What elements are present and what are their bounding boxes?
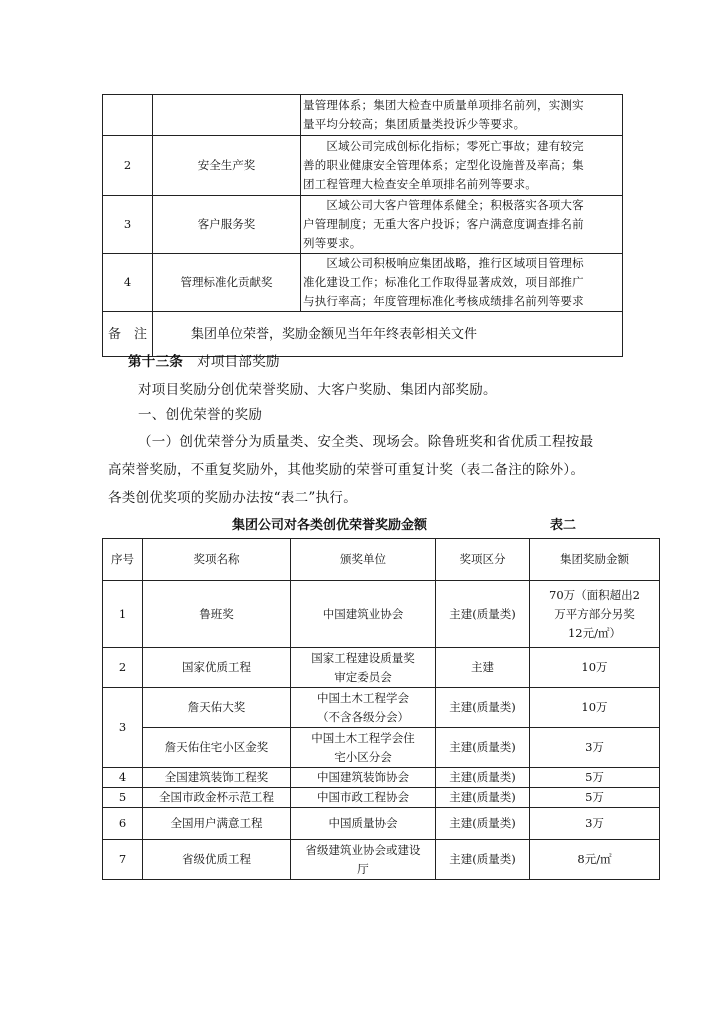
amount: 5万 (530, 768, 660, 788)
table-row (103, 728, 660, 768)
paragraph: 高荣誉奖励，不重复奖励外，其他奖励的荣誉可重复计奖（表二备注的除外）。 (108, 462, 585, 478)
award-name: 全国市政金杯示范工程 (143, 788, 291, 808)
category: 主建(质量类) (436, 808, 530, 840)
award-name: 全国用户满意工程 (143, 808, 291, 840)
award-criteria-table (102, 94, 623, 357)
paragraph: 对项目奖励分创优荣誉奖励、大客户奖励、集团内部奖励。 (138, 382, 497, 398)
amount: 8元/㎡ (530, 840, 660, 880)
category: 主建(质量类) (436, 728, 530, 768)
award-name: 詹天佑住宅小区金奖 (143, 728, 291, 768)
row-number: 6 (103, 808, 143, 840)
issuer: 中国土木工程学会 （不含各级分会） (291, 688, 436, 728)
category: 主建(质量类) (436, 788, 530, 808)
table-title (232, 514, 577, 533)
amount: 5万 (530, 788, 660, 808)
issuer: 中国建筑装饰协会 (291, 768, 436, 788)
award-criteria: 区域公司完成创标化指标；零死亡事故；建有较完 善的职业健康安全管理体系；定型化设施普及率高；集 团工程管理大检查安全单项排名前列等要求。 (301, 136, 623, 196)
section-heading: 一、创优荣誉的奖励 (138, 407, 263, 423)
header-award-name: 奖项名称 (143, 539, 291, 581)
issuer: 中国土木工程学会住 宅小区分会 (291, 728, 436, 768)
row-number: 3 (103, 196, 153, 254)
table-row (103, 688, 660, 728)
row-number: 7 (103, 840, 143, 880)
award-name: 客户服务奖 (153, 196, 301, 254)
award-name: 管理标准化贡献奖 (153, 254, 301, 312)
row-number: 1 (103, 581, 143, 648)
table-row (103, 136, 623, 196)
award-name (153, 95, 301, 136)
row-number: 5 (103, 788, 143, 808)
remark-text: 集团单位荣誉，奖励金额见当年年终表彰相关文件 (153, 312, 623, 357)
award-amount-table (102, 538, 660, 880)
header-amount: 集团奖励金额 (530, 539, 660, 581)
award-name: 安全生产奖 (153, 136, 301, 196)
row-number (103, 95, 153, 136)
table-row (103, 254, 623, 312)
table-row (103, 808, 660, 840)
category: 主建 (436, 648, 530, 688)
table-row (103, 196, 623, 254)
amount: 3万 (530, 728, 660, 768)
award-name: 鲁班奖 (143, 581, 291, 648)
article-heading (128, 352, 280, 372)
issuer: 省级建筑业协会或建设 厅 (291, 840, 436, 880)
header-category: 奖项区分 (436, 539, 530, 581)
row-number: 2 (103, 136, 153, 196)
remark-label: 备 注 (103, 312, 153, 357)
paragraph: 各类创优奖项的奖励办法按“表二”执行。 (108, 490, 358, 506)
article-number: 第十三条 (128, 354, 184, 370)
table-row (103, 648, 660, 688)
issuer: 中国市政工程协会 (291, 788, 436, 808)
award-name: 詹天佑大奖 (143, 688, 291, 728)
table-number: 表二 (550, 518, 577, 533)
award-name: 国家优质工程 (143, 648, 291, 688)
table-header-row (103, 539, 660, 581)
category: 主建(质量类) (436, 768, 530, 788)
amount: 10万 (530, 648, 660, 688)
table-row (103, 95, 623, 136)
row-number: 2 (103, 648, 143, 688)
table-row (103, 840, 660, 880)
header-no: 序号 (103, 539, 143, 581)
award-name: 省级优质工程 (143, 840, 291, 880)
remark-row (103, 312, 623, 357)
article-title: 对项目部奖励 (183, 354, 280, 370)
amount: 70万（面积超出2 万平方部分另奖 12元/㎡） (530, 581, 660, 648)
row-number: 4 (103, 768, 143, 788)
category: 主建(质量类) (436, 840, 530, 880)
issuer: 中国质量协会 (291, 808, 436, 840)
category: 主建(质量类) (436, 688, 530, 728)
table-row (103, 581, 660, 648)
amount: 10万 (530, 688, 660, 728)
category: 主建(质量类) (436, 581, 530, 648)
award-criteria: 区域公司积极响应集团战略，推行区域项目管理标 准化建设工作；标准化工作取得显著成效，项目部推广 与执行率高；年度管理标准化考核成绩排名前列等要求 (301, 254, 623, 312)
paragraph: （一）创优荣誉分为质量类、安全类、现场会。除鲁班奖和省优质工程按最 (138, 434, 594, 450)
issuer: 中国建筑业协会 (291, 581, 436, 648)
table-row (103, 788, 660, 808)
header-issuer: 颁奖单位 (291, 539, 436, 581)
award-name: 全国建筑装饰工程奖 (143, 768, 291, 788)
row-number: 4 (103, 254, 153, 312)
row-number: 3 (103, 688, 143, 768)
issuer: 国家工程建设质量奖 审定委员会 (291, 648, 436, 688)
amount: 3万 (530, 808, 660, 840)
table-row (103, 768, 660, 788)
award-criteria: 区域公司大客户管理体系健全；积极落实各项大客 户管理制度；无重大客户投诉；客户满意度调查排名前 列等要求。 (301, 196, 623, 254)
award-criteria: 量管理体系；集团大检查中质量单项排名前列，实测实 量平均分较高；集团质量类投诉少等要求。 (301, 95, 623, 136)
table-caption: 集团公司对各类创优荣誉奖励金额 (232, 518, 428, 533)
